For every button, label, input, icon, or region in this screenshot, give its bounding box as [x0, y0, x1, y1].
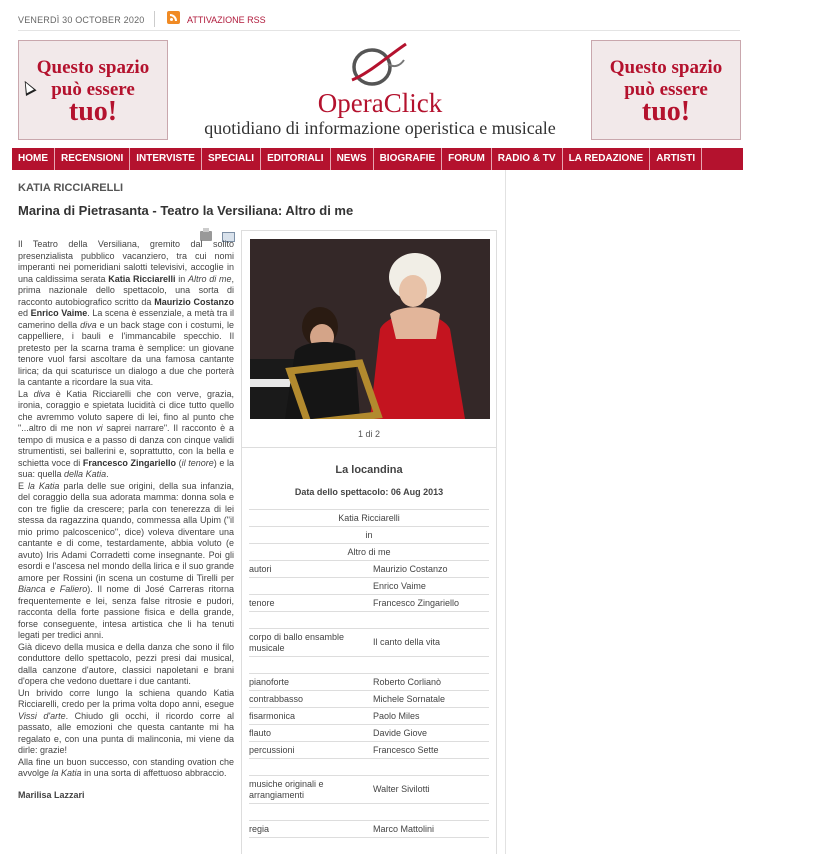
cast-name: Michele Sornatale	[373, 694, 446, 704]
gallery-counter: 1 di 2	[357, 429, 381, 439]
rss-link[interactable]: ATTIVAZIONE RSS	[187, 15, 266, 25]
nav-editoriali[interactable]: EDITORIALI	[261, 148, 330, 170]
nav-news[interactable]: NEWS	[331, 148, 374, 170]
cast-role: musiche originali e arrangiamenti	[249, 779, 324, 800]
article-kicker: KATIA RICCIARELLI	[18, 182, 124, 194]
cast-name: Il canto della vita	[373, 637, 441, 647]
divider	[242, 447, 496, 448]
main-nav	[12, 148, 743, 170]
cast-row	[249, 724, 489, 741]
nav-radio-tv[interactable]: RADIO & TV	[492, 148, 563, 170]
author-signature: Marilisa Lazzari	[18, 789, 85, 800]
cast-row	[249, 560, 489, 577]
site-name: OperaClick	[317, 88, 443, 118]
ad-line: tuo!	[68, 96, 118, 127]
cast-row	[249, 758, 489, 775]
cast-name: Paolo Miles	[373, 711, 420, 721]
side-box	[241, 230, 497, 854]
article-title: Marina di Pietrasanta - Teatro la Versiliana: Altro di me	[18, 203, 354, 218]
nav-home[interactable]: HOME	[12, 148, 55, 170]
cast-row	[249, 611, 489, 628]
cast-header-row: Altro di me	[249, 543, 489, 560]
cast-name: Francesco Zingariello	[373, 598, 460, 608]
ad-banner-left[interactable]	[18, 40, 168, 140]
cast-role: fisarmonica	[249, 711, 296, 721]
cast-name: Enrico Vaime	[373, 581, 426, 591]
cast-header-row: in	[249, 526, 489, 543]
cast-row	[249, 707, 489, 724]
ad-line: Questo spazio	[36, 57, 150, 78]
paragraph: Un brivido corre lungo la schiena quando Katia Ricciarelli, credo per la prima volta dopo anni, esegue Vissi d'arte. Chiudo gli occhi, il ricordo corre al passato, alle emozioni che questa cantante mi ha regalato e, con una punta di malinconia, mi viene da dirle: grazie!	[18, 687, 234, 755]
nav-speciali[interactable]: SPECIALI	[202, 148, 261, 170]
paragraph: La diva è Katia Ricciarelli che con verve, grazia, ironia, coraggio e spietata lucidità ci dice tutto quello che avremmo voluto sapere di lei, fino al punto che "...altro di me non vi saprei narrare". Il racconto è a tempo di musica e a passo di danza con cinque validi strumentisti, sei ballerini e, soprattutto, con la bella e schietta voce di Francesco Zingariello (il tenore) e la sua: quella della Katia.	[18, 388, 234, 479]
cast-name: Maurizio Costanzo	[373, 564, 448, 574]
nav-artisti[interactable]: ARTISTI	[650, 148, 702, 170]
cast-row	[249, 628, 489, 656]
photo-image	[250, 239, 490, 419]
ad-line: tuo!	[641, 96, 691, 127]
cast-name: Marco Mattolini	[373, 824, 435, 834]
paragraph: Già dicevo della musica e della danza che sono il filo conduttore dello spettacolo, pezzi presi dai musical, dalla canzone d'autore, classici napoletani e brani d'opera che vedono duettare i due cantanti.	[18, 641, 234, 686]
cast-row	[249, 673, 489, 690]
paragraph: E la Katia parla delle sue origini, della sua infanzia, del coraggio della sua adorata mamma: donna sola e con tre figlie da crescere; parla con tenerezza di lei stessa da ragazzina quando, commessa alla Upim ("il mio primo palcoscenico", dice) voleva diventare una cantante e di come, testardamente, abbia voluto (e avuto) Iris Adami Corradetti come insegnante. Poi gli esordi e l'ascesa nel mondo della lirica e il suo grande amore per Rossini (in scena un costume di Tirelli per Bianca e Faliero). Il nome di José Carreras ritorna frequentemente e lei, senza false ritrosie e pudori, racconta della forte passione fisica e della grande, forse conseguente, intesa artistica che li ha tenuti legati per tredici anni.	[18, 480, 234, 640]
nav-interviste[interactable]: INTERVISTE	[130, 148, 202, 170]
cast-role: contrabbasso	[249, 694, 304, 704]
ad-line: può essere	[624, 79, 708, 100]
cast-row	[249, 577, 489, 594]
cast-header-row: Katia Ricciarelli	[249, 509, 489, 526]
cast-role: percussioni	[249, 745, 295, 755]
cast-role: corpo di ballo ensamble musicale	[249, 632, 345, 653]
site-tagline: quotidiano di informazione operistica e musicale	[204, 118, 556, 138]
cast-role: autori	[249, 564, 272, 574]
nav-forum[interactable]: FORUM	[442, 148, 492, 170]
nav-recensioni[interactable]: RECENSIONI	[55, 148, 130, 170]
performance-date: Data dello spettacolo: 06 Aug 2013	[294, 487, 444, 497]
gallery-photo[interactable]	[250, 239, 490, 419]
cast-row	[249, 803, 489, 820]
cast-row	[249, 820, 489, 838]
nav-la-redazione[interactable]: LA REDAZIONE	[563, 148, 651, 170]
ad-line: Questo spazio	[609, 57, 723, 78]
column-divider	[505, 170, 506, 854]
top-bar	[18, 10, 740, 31]
cast-name: Walter Sivilotti	[373, 784, 430, 794]
cast-row	[249, 594, 489, 611]
cast-name: Davide Giove	[373, 728, 428, 738]
nav-biografie[interactable]: BIOGRAFIE	[374, 148, 443, 170]
paragraph: Il Teatro della Versiliana, gremito dal solito presenzialista pubblico vacanziero, tra cui nomi imperanti nei pomeridiani salotti televisivi, accoglie in una caldissima serata Katia Ricciarelli in Altro di me, prima nazionale dello spettacolo, una sorta di racconto autobiografico scritto da Maurizio Costanzo ed Enrico Vaime. La scena è essenziale, a metà tra il camerino della diva e un back stage con i costumi, le cappelliere, i bauli e l'immancabile specchio. Il pretesto per la scarna trama è semplice: un giovane tenore vuol farsi ascoltare da una famosa cantante lirica; da qui scaturisce un dialogo a due che porterà la cantante a ricordare la sua vita.	[18, 239, 235, 387]
locandina-title: La locandina	[335, 464, 403, 476]
cast-row	[249, 741, 489, 758]
rss-icon[interactable]	[167, 11, 180, 24]
current-date: VENERDÌ 30 OCTOBER 2020	[18, 15, 145, 25]
cast-role: pianoforte	[249, 677, 290, 687]
cast-row	[249, 656, 489, 673]
cast-role: regia	[249, 824, 270, 834]
paragraph: Alla fine un buon successo, con standing ovation che avvolge la Katia in una sorta di affettuoso abbraccio.	[18, 756, 234, 778]
site-logo[interactable]	[180, 40, 580, 144]
ad-line: può essere	[51, 79, 135, 100]
opera-logo-icon	[348, 42, 408, 88]
cast-row	[249, 775, 489, 803]
ad-banner-right[interactable]	[591, 40, 741, 140]
cast-row	[249, 690, 489, 707]
article-body	[18, 239, 234, 801]
cast-role: flauto	[249, 728, 272, 738]
divider	[154, 11, 155, 27]
cast-name: Roberto Corlianò	[373, 677, 442, 687]
cast-role: tenore	[249, 598, 275, 608]
cast-name: Francesco Sette	[373, 745, 439, 755]
